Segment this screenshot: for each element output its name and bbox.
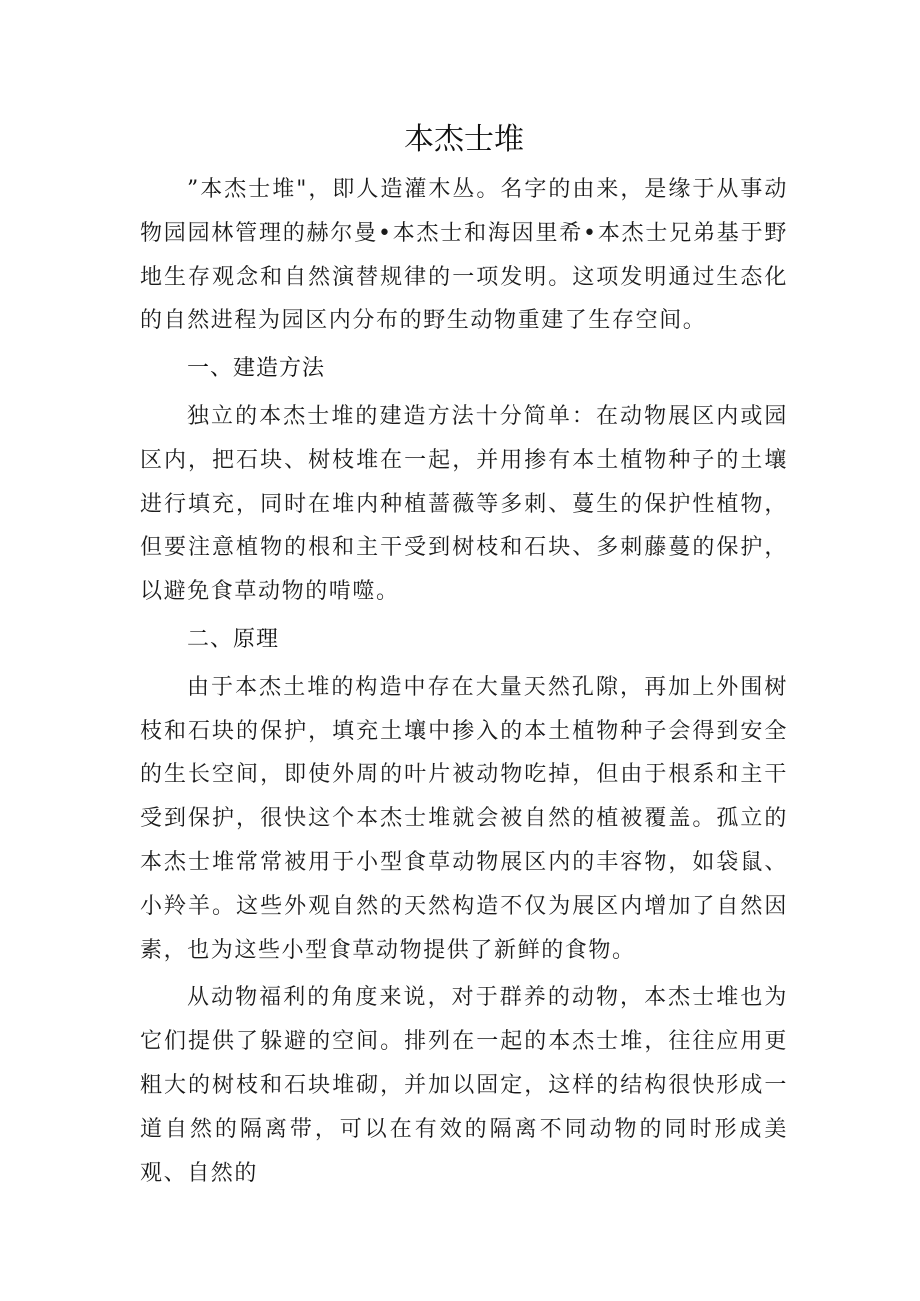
page-title: 本杰士堆: [404, 122, 524, 157]
construction-paragraph: 独立的本杰士堆的建造方法十分简单：在动物展区内或园区内，把石块、树枝堆在一起，并用掺有本土植物种子的土壤进行填充，同时在堆内种植蔷薇等多刺、蔓生的保护性植物，但要注意植物的根和主干受到树枝和石块、多刺藤蔓的保护，以避免食草动物的啃噬。: [140, 403, 788, 605]
intro-paragraph: ”本杰士堆"，即人造灌木丛。名字的由来，是缘于从事动物园园林管理的赫尔曼•本杰士和海因里希•本杰士兄弟基于野地生存观念和自然演替规律的一项发明。这项发明通过生态化的自然进程为园区内分布的野生动物重建了生存空间。: [140, 177, 788, 334]
section-heading-construction: 一、建造方法: [187, 356, 326, 382]
section-heading-principle: 二、原理: [187, 626, 280, 652]
principle-paragraph-2: 从动物福利的角度来说，对于群养的动物，本杰士堆也为它们提供了躲避的空间。排列在一起的本杰士堆，往往应用更粗大的树枝和石块堆砌，并加以固定，这样的结构很快形成一道自然的隔离带，可以在有效的隔离不同动物的同时形成美观、自然的: [140, 985, 788, 1186]
document-page: [140, 112, 788, 1195]
principle-paragraph-1: 由于本杰土堆的构造中存在大量天然孔隙，再加上外围树枝和石块的保护，填充土壤中掺入的本土植物种子会得到安全的生长空间，即使外周的叶片被动物吃掉，但由于根系和主干受到保护，很快这个本杰士堆就会被自然的植被覆盖。孤立的本杰士堆常常被用于小型食草动物展区内的丰容物，如袋鼠、小羚羊。这些外观自然的天然构造不仅为展区内增加了自然因素，也为这些小型食草动物提供了新鲜的食物。: [140, 674, 788, 963]
